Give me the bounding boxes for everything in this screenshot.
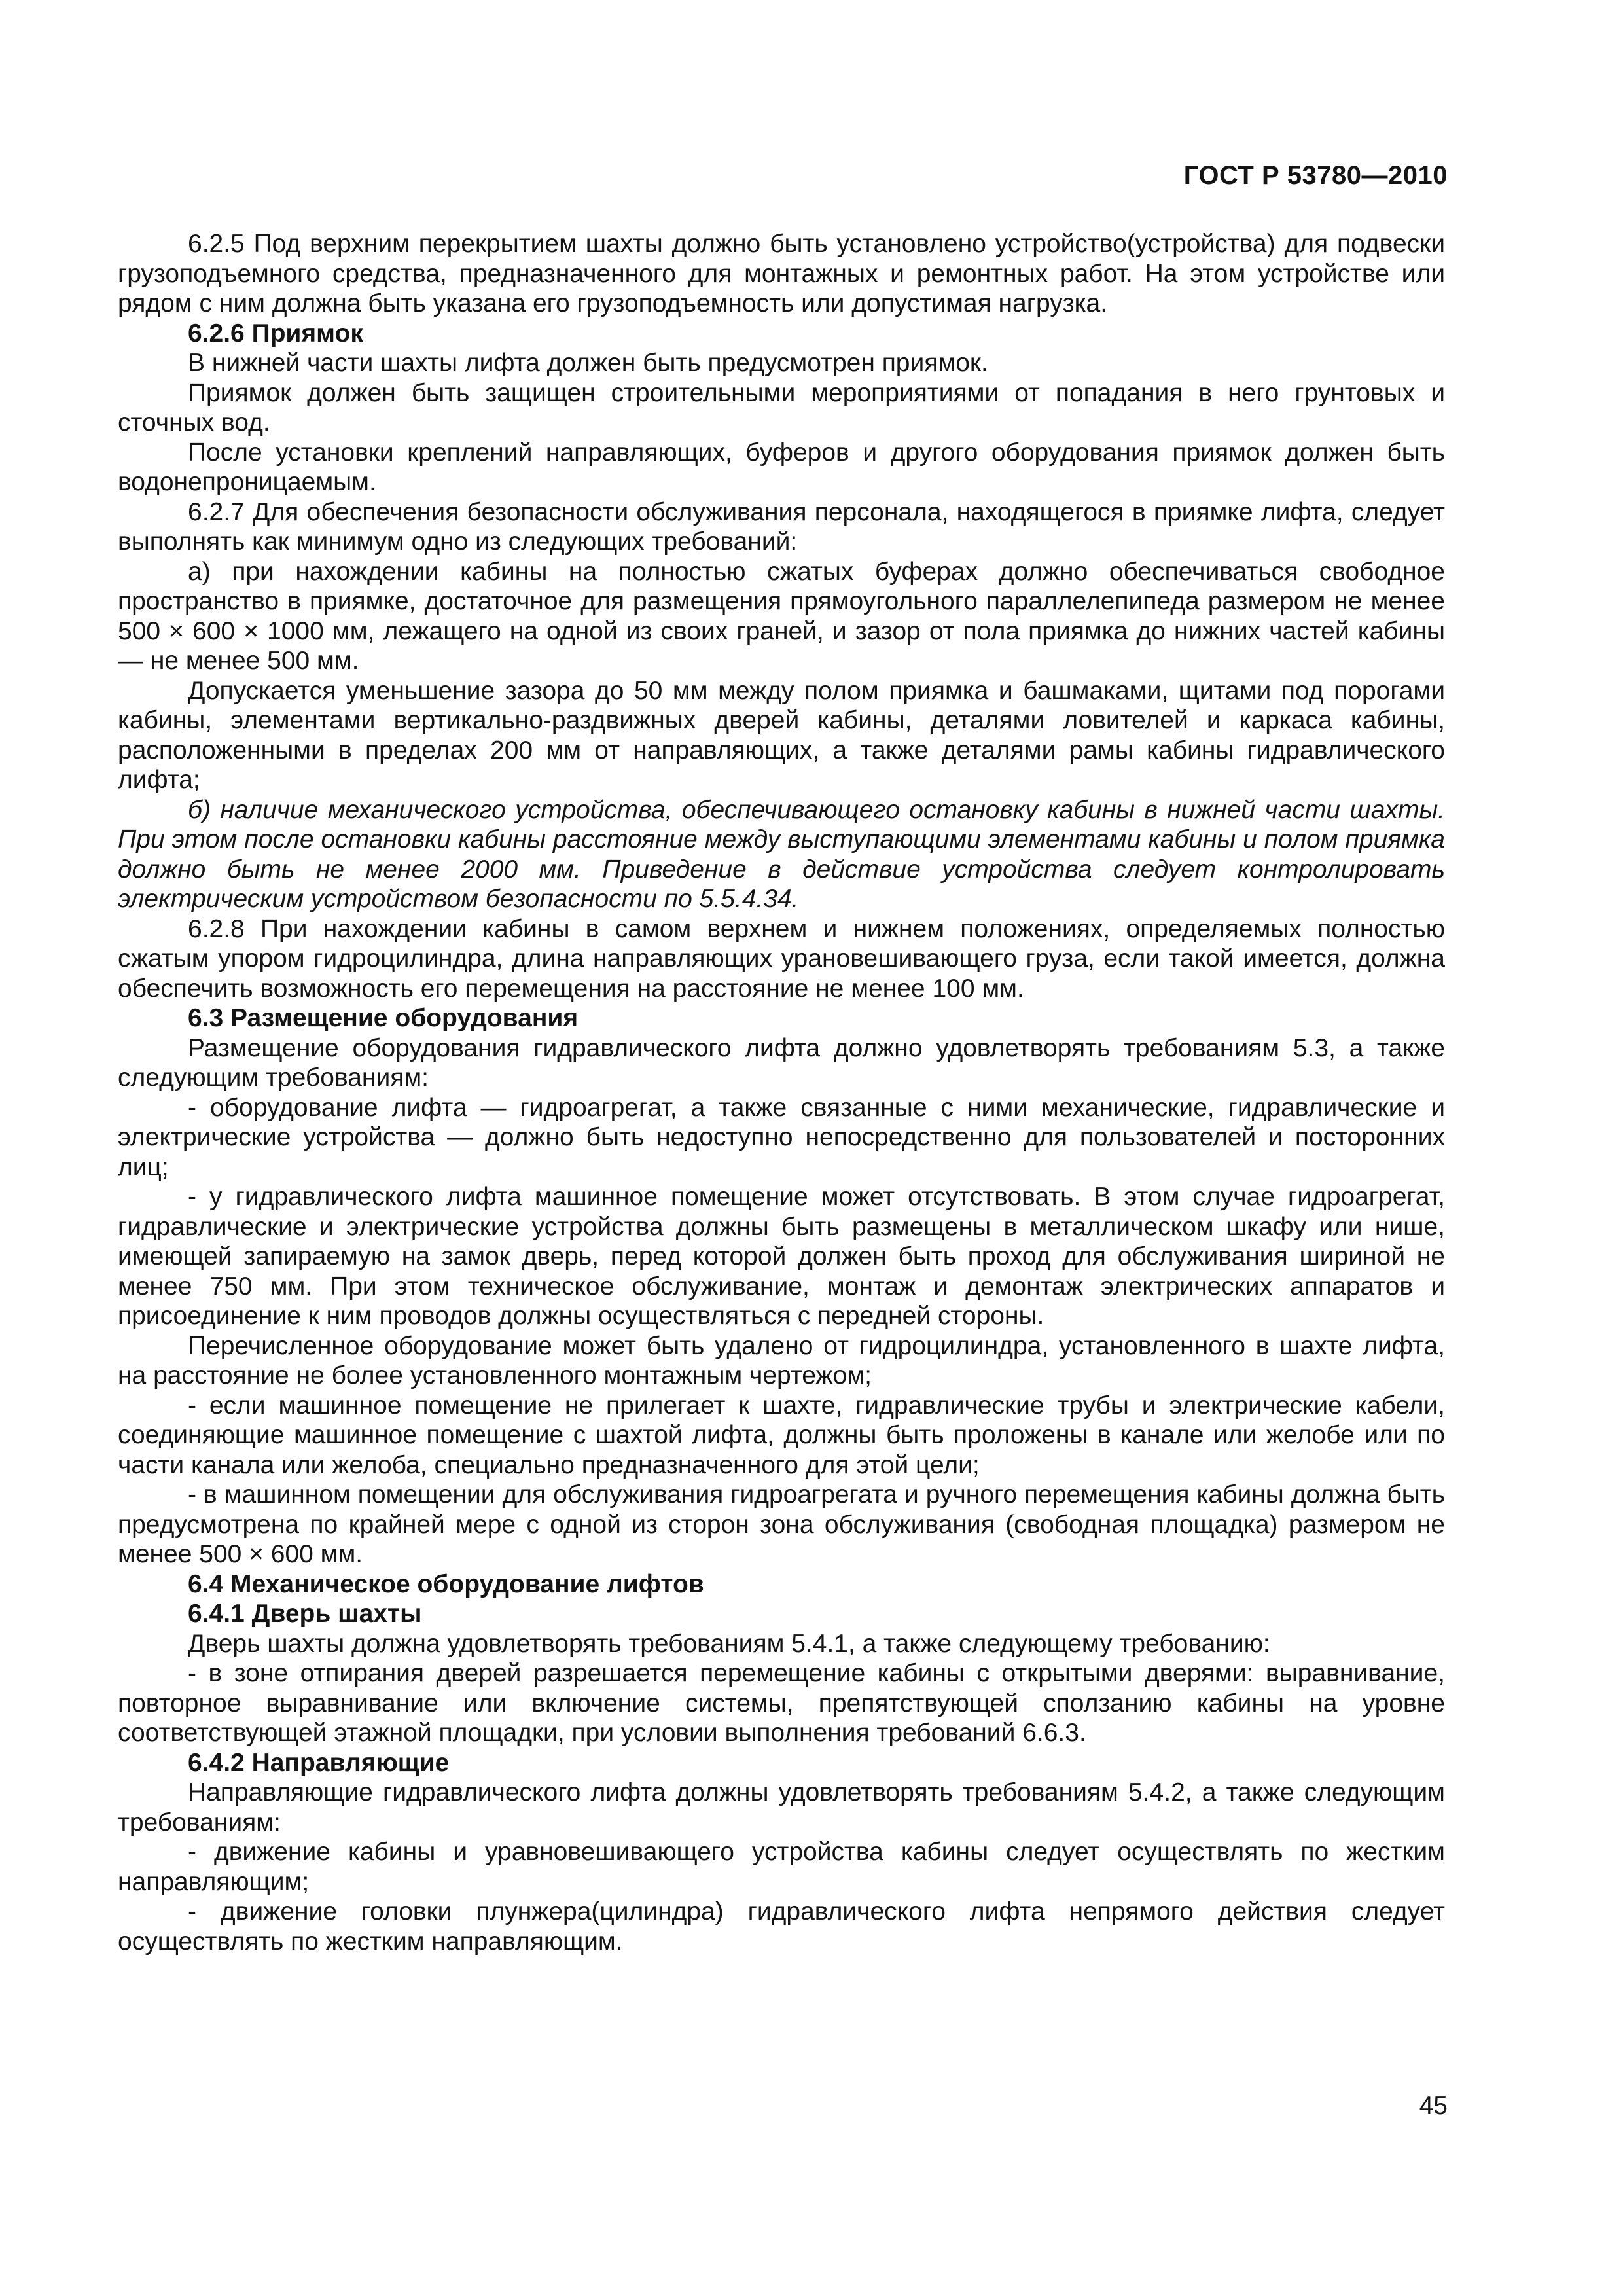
- section-heading: 6.3 Размещение оборудования: [188, 1004, 579, 1032]
- page-content: [118, 229, 1445, 1956]
- list-item: - если машинное помещение не прилегает к шахте, гидравлические трубы и электрические кабели, соединяющие машинное помещение с шахтой лифта, должны быть проложены в канале или желобе или по части канала или желоба, специально предназначенного для этой цели;: [118, 1391, 1445, 1479]
- paragraph: Допускается уменьшение зазора до 50 мм между полом приямка и башмаками, щитами под порогами кабины, элементами вертикально-раздвижных дверей кабины, деталями ловителей и каркаса кабины, расположенными в пределах 200 мм от направляющих, а также деталями рамы кабины гидравлического лифта;: [118, 676, 1445, 794]
- list-item: - движение кабины и уравновешивающего устройства кабины следует осуществлять по жестким направляющим;: [118, 1838, 1445, 1896]
- paragraph: 6.2.7 Для обеспечения безопасности обслуживания персонала, находящегося в приямке лифта, следует выполнять как минимум одно из следующих требований:: [118, 497, 1445, 556]
- paragraph: Перечисленное оборудование может быть удалено от гидроцилиндра, установленного в шахте лифта, на расстояние не более установленного монтажным чертежом;: [118, 1331, 1445, 1390]
- list-item: - оборудование лифта — гидроагрегат, а также связанные с ними механические, гидравлические и электрические устройства — должно быть недоступно непосредственно для пользователей и посторонних лиц;: [118, 1093, 1445, 1181]
- paragraph: Размещение оборудования гидравлического лифта должно удовлетворять требованиям 5.3, а также следующим требованиям:: [118, 1033, 1445, 1092]
- list-item: - у гидравлического лифта машинное помещение может отсутствовать. В этом случае гидроагрегат, гидравлические и электрические устройства должны быть размещены в металлическом шкафу или нише, имеющей запираемую на замок дверь, перед которой должен быть проход для обслуживания шириной не менее 750 мм. При этом техническое обслуживание, монтаж и демонтаж электрических аппаратов и присоединение к ним проводов должны осуществляться с передней стороны.: [118, 1183, 1445, 1330]
- paragraph: Направляющие гидравлического лифта должны удовлетворять требованиям 5.4.2, а также следующим требованиям:: [118, 1778, 1445, 1837]
- paragraph: В нижней части шахты лифта должен быть предусмотрен приямок.: [188, 349, 988, 377]
- subsection-heading: 6.4.1 Дверь шахты: [188, 1600, 422, 1628]
- list-item: - в машинном помещении для обслуживания гидроагрегата и ручного перемещения кабины должна быть предусмотрена по крайней мере с одной из сторон зона обслуживания (свободная площадка) размером не менее 500 × 600 мм.: [118, 1480, 1445, 1568]
- list-item: а) при нахождении кабины на полностью сжатых буферах должно обеспечиваться свободное пространство в приямке, достаточное для размещения прямоугольного параллелепипеда размером не менее 500 × 600 × 1000 мм, лежащего на одной из своих граней, и зазор от пола приямка до нижних частей кабины — не менее 500 мм.: [118, 557, 1445, 675]
- paragraph: После установки креплений направляющих, буферов и другого оборудования приямок должен быть водонепроницаемым.: [118, 438, 1445, 496]
- list-item: - движение головки плунжера(цилиндра) гидравлического лифта непрямого действия следует осуществлять по жестким направляющим.: [118, 1897, 1445, 1956]
- paragraph: 6.2.8 При нахождении кабины в самом верхнем и нижнем положениях, определяемых полностью сжатым упором гидроцилиндра, длина направляющих урановешивающего груза, если такой имеется, должна обеспечить возможность его перемещения на расстояние не менее 100 мм.: [118, 914, 1445, 1003]
- list-item: б) наличие механического устройства, обеспечивающего остановку кабины в нижней части шахты. При этом после остановки кабины расстояние между выступающими элементами кабины и полом приямка должно быть не менее 2000 мм. Приведение в действие устройства следует контролировать электрическим устройством безопасности по 5.5.4.34.: [118, 795, 1445, 913]
- section-heading: 6.4 Механическое оборудование лифтов: [188, 1570, 704, 1598]
- paragraph: Дверь шахты должна удовлетворять требованиям 5.4.1, а также следующему требованию:: [188, 1629, 1270, 1658]
- page-number: 45: [1419, 2092, 1448, 2120]
- section-heading: 6.2.6 Приямок: [188, 319, 363, 348]
- list-item: - в зоне отпирания дверей разрешается перемещение кабины с открытыми дверями: выравнивание, повторное выравнивание или включение системы, препятствующей сползанию кабины на уровне соответствующей этажной площадки, при условии выполнения требований 6.6.3.: [118, 1659, 1445, 1747]
- paragraph: 6.2.5 Под верхним перекрытием шахты должно быть установлено устройство(устройства) для подвески грузоподъемного средства, предназначенного для монтажных и ремонтных работ. На этом устройстве или рядом с ним должна быть указана его грузоподъемность или допустимая нагрузка.: [118, 230, 1445, 317]
- standard-number-header: ГОСТ Р 53780—2010: [1183, 161, 1448, 190]
- paragraph: Приямок должен быть защищен строительными мероприятиями от попадания в него грунтовых и сточных вод.: [118, 378, 1445, 437]
- subsection-heading: 6.4.2 Направляющие: [188, 1748, 450, 1777]
